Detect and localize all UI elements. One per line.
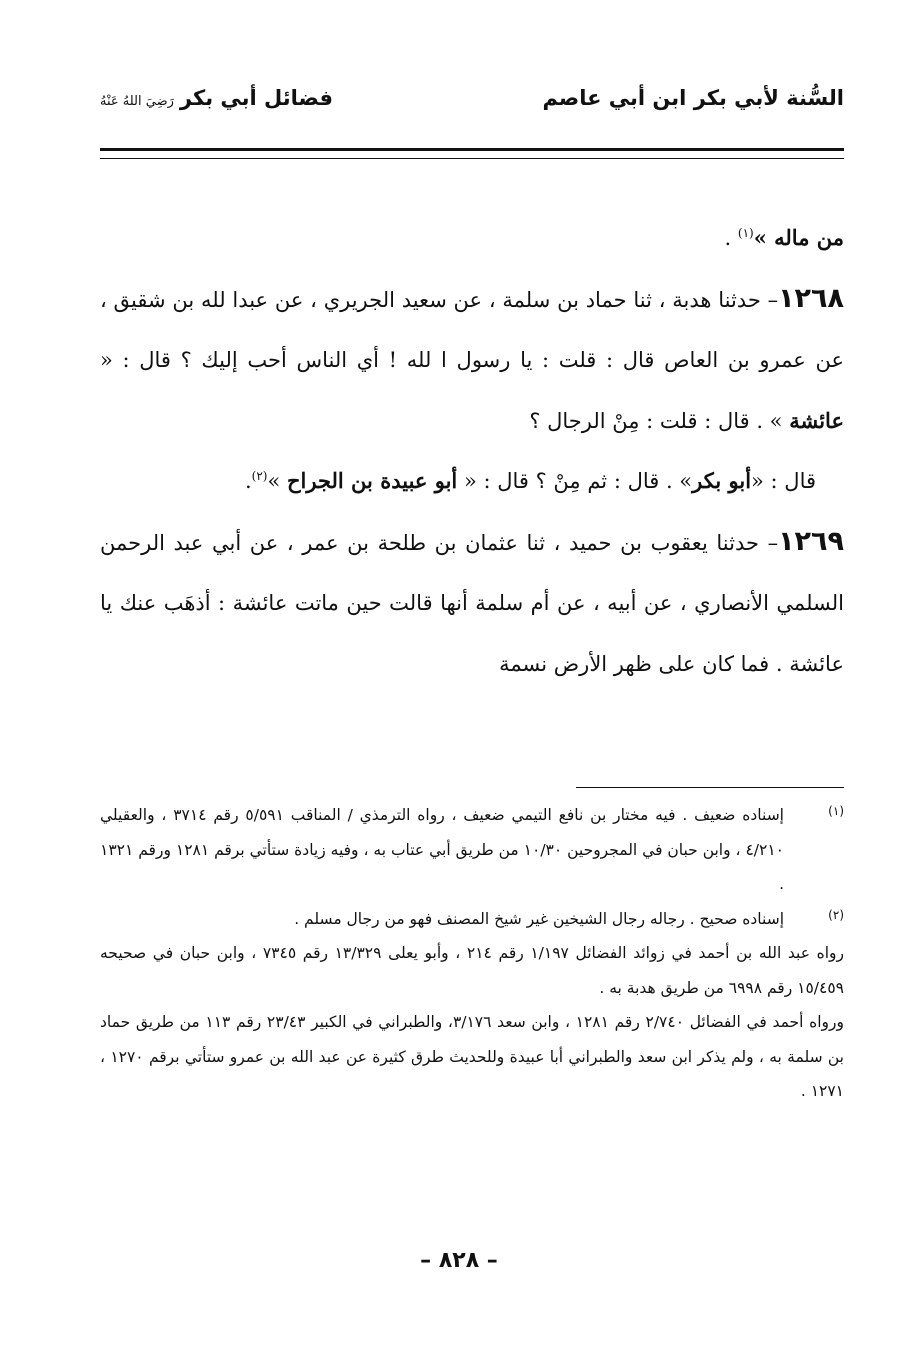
hadith-1268-line2-b: » . قال : ثم مِنْ ؟ قال : « — [457, 469, 693, 493]
continued-line — [100, 208, 844, 269]
page-number: – ٨٢٨ – — [420, 1248, 498, 1273]
footnote-ref-1: (١) — [737, 226, 754, 240]
hadith-1268-line2-c: » — [267, 469, 287, 493]
header-rule-thin — [100, 158, 844, 159]
footnote-2-line-1: إسناده صحيح . رجاله رجال الشيخين غير شيخ المصنف فهو من رجال مسلم . — [294, 909, 784, 928]
hadith-1268 — [100, 269, 844, 452]
hadith-number-1268: ١٢٦٨ — [778, 282, 844, 314]
honorific-text: رَضِيَ اللهُ عَنْهُ — [100, 94, 174, 109]
hadith-1268-cont — [100, 451, 844, 512]
continued-end: . — [724, 226, 738, 250]
footnote-marker-1: (١) — [828, 804, 844, 818]
chapter-title-text: فضائل أبي بكر — [179, 86, 333, 110]
footnotes — [100, 798, 844, 1109]
footnote-marker-2: (٢) — [828, 907, 844, 922]
hadith-1269 — [100, 512, 844, 695]
book-title: السُّنة لأبي بكر ابن أبي عاصم — [542, 86, 844, 110]
hadith-1268-bold-c: أبو عبيدة بن الجراح — [286, 468, 458, 493]
hadith-number-1269: ١٢٦٩ — [778, 525, 844, 557]
footnote-2-line-3: ورواه أحمد في الفضائل ٢/٧٤٠ رقم ١٢٨١ ، وابن سعد ٣/١٧٦، والطبراني في الكبير ٢٣/٤٣ رقم ١١٣ من طريق حماد بن سلمة به ، ولم يذكر ابن سعد والطبراني أبا عبيدة وللحديث طرق كثيرة عن عبد الله بن عمرو ستأتي برقم ١٢٧٠ ، ١٢٧١ . — [100, 1013, 844, 1100]
main-text — [100, 208, 844, 694]
hadith-1268-end: . — [244, 469, 252, 493]
footnote-2 — [100, 902, 844, 937]
footnote-2-cont — [100, 936, 844, 1109]
hadith-1268-bold-b: أبو بكر — [692, 468, 752, 493]
footnote-rule — [576, 787, 844, 788]
continued-text: من ماله » — [753, 225, 844, 250]
running-header — [100, 78, 844, 118]
footnote-1 — [100, 798, 844, 902]
header-rule-thick — [100, 148, 844, 151]
hadith-1268-text-b: » . قال : قلت : مِنْ الرجال ؟ — [529, 408, 790, 433]
footnote-1-line-1: إسناده ضعيف . فيه مختار بن نافع التيمي ضعيف ، رواه الترمذي / المناقب ٥/٥٩١ رقم ٣٧١٤ ، والعقيلي ٤/٢١٠ ، وابن حبان في المجروحين ١٠/٣٠ من طريق أبي عتاب به ، وفيه زيادة ستأتي برقم ١٢٨١ ورقم ١٣٢١ . — [100, 806, 784, 893]
footnote-2-line-2: رواه عبد الله بن أحمد في زوائد الفضائل ١/١٩٧ رقم ٢١٤ ، وأبو يعلى ١٣/٣٢٩ رقم ٧٣٤٥ ، وابن حبان في صحيحه ١٥/٤٥٩ رقم ٦٩٩٨ من طريق هدبة به . — [100, 944, 844, 997]
hadith-1268-text-a: – حدثنا هدبة ، ثنا حماد بن سلمة ، عن سعيد الجريري ، عن عبدا لله بن شقيق ، عن عمرو بن العاص قال : قلت : يا رسول ا لله ! أي الناس أحب إليك ؟ قال : « — [100, 287, 844, 372]
hadith-1268-bold-a: عائشة — [789, 407, 844, 433]
hadith-1268-line2-a: قال : « — [751, 469, 816, 493]
hadith-1269-text: – حدثنا يعقوب بن حميد ، ثنا عثمان بن طلحة بن عمر ، عن أبي عبد الرحمن السلمي الأنصاري ، عن أبيه ، عن أم سلمة أنها قالت حين ماتت عائشة : أذهَب عنك يا عائشة . فما كان على ظهر الأرض نسمة — [100, 530, 844, 676]
chapter-title — [100, 86, 333, 110]
footnote-ref-2: (٢) — [251, 469, 268, 483]
